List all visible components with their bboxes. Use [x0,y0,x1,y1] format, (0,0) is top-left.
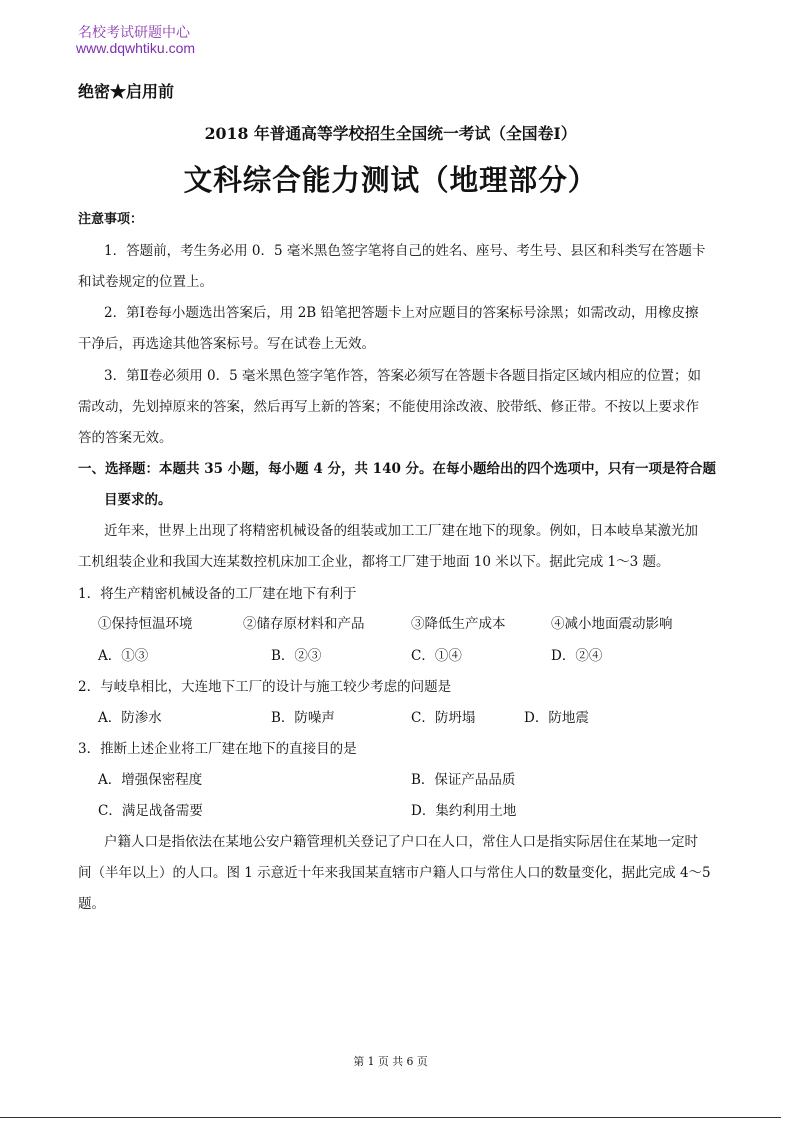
question-3-option-c: C．满足战备需要 [98,803,203,819]
passage-line: 间（半年以上）的人口。图 1 示意近十年来我国某直辖市户籍人口与常住人口的数量变化，据此完成 4～5 [78,865,711,881]
question-2-option-d: D．防地震 [524,710,589,726]
question-2-option-a: A．防渗水 [98,710,162,726]
notice-line: 1．答题前，考生务必用 0．5 毫米黑色签字笔将自己的姓名、座号、考生号、县区和科类写在答题卡 [104,243,706,259]
notice-line: 答的答案无效。 [78,430,173,446]
passage-line: 近年来，世界上出现了将精密机械设备的组装或加工工厂建在地下的现象。例如，日本岐阜某激光加 [104,523,698,539]
section-heading: 一、选择题：本题共 35 小题，每小题 4 分，共 140 分。在每小题给出的四个选项中，只有一项是符合题 [78,461,717,477]
question-2-option-c: C．防坍塌 [411,710,476,726]
notice-line: 需改动，先划掉原来的答案，然后再写上新的答案；不能使用涂改液、胶带纸、修正带。不按以上要求作 [78,399,699,415]
question-3-stem: 3．推断上述企业将工厂建在地下的直接目的是 [78,741,357,757]
question-1-option-b: B．②③ [271,648,322,664]
question-1-option-c: C．①④ [411,648,462,664]
notice-line: 干净后，再选途其他答案标号。写在试卷上无效。 [78,336,375,352]
question-1-stem: 1．将生产精密机械设备的工厂建在地下有利于 [78,586,357,602]
notice-line: 2．第Ⅰ卷每小题选出答案后，用 2B 铅笔把答题卡上对应题目的答案标号涂黑；如需改动，用橡皮擦 [104,305,699,321]
question-1-item: ③降低生产成本 [411,616,506,632]
question-1-item: ①保持恒温环境 [98,616,193,632]
question-1-option-d: D．②④ [551,648,603,664]
exam-title: 2018 年普通高等学校招生全国统一考试（全国卷Ⅰ） [204,124,577,143]
question-1-option-a: A．①③ [98,648,149,664]
passage-line: 户籍人口是指依法在某地公安户籍管理机关登记了户口在人口，常住人口是指实际居住在某地一定时 [104,834,698,850]
passage-line: 题。 [78,896,105,912]
footer-divider [0,1117,781,1118]
question-2-stem: 2．与岐阜相比，大连地下工厂的设计与施工较少考虑的问题是 [78,679,452,695]
watermark-name: 名校考试研题中心 [78,25,190,41]
section-heading-cont: 目要求的。 [104,492,172,508]
question-1-item: ②储存原材料和产品 [243,616,365,632]
notice-line: 3．第Ⅱ卷必须用 0．5 毫米黑色签字笔作答，答案必须写在答题卡各题目指定区域内相应的位置；如 [104,368,702,384]
watermark-url[interactable]: www.dqwhtiku.com [76,40,196,56]
question-2-option-b: B．防噪声 [271,710,335,726]
notice-heading: 注意事项： [78,212,144,227]
question-1-item: ④减小地面震动影响 [551,616,673,632]
subject-title: 文科综合能力测试（地理部分） [183,163,598,197]
secret-label: 绝密★启用前 [78,82,175,101]
passage-line: 工机组装企业和我国大连某数控机床加工企业，都将工厂建于地面 10 米以下。据此完成 1～3 题。 [78,554,670,570]
page-number: 第 1 页 共 6 页 [353,1055,428,1068]
notice-line: 和试卷规定的位置上。 [78,274,213,290]
question-3-option-d: D．集约利用土地 [411,803,517,819]
question-3-option-b: B．保证产品品质 [411,772,516,788]
question-3-option-a: A．增强保密程度 [98,772,203,788]
